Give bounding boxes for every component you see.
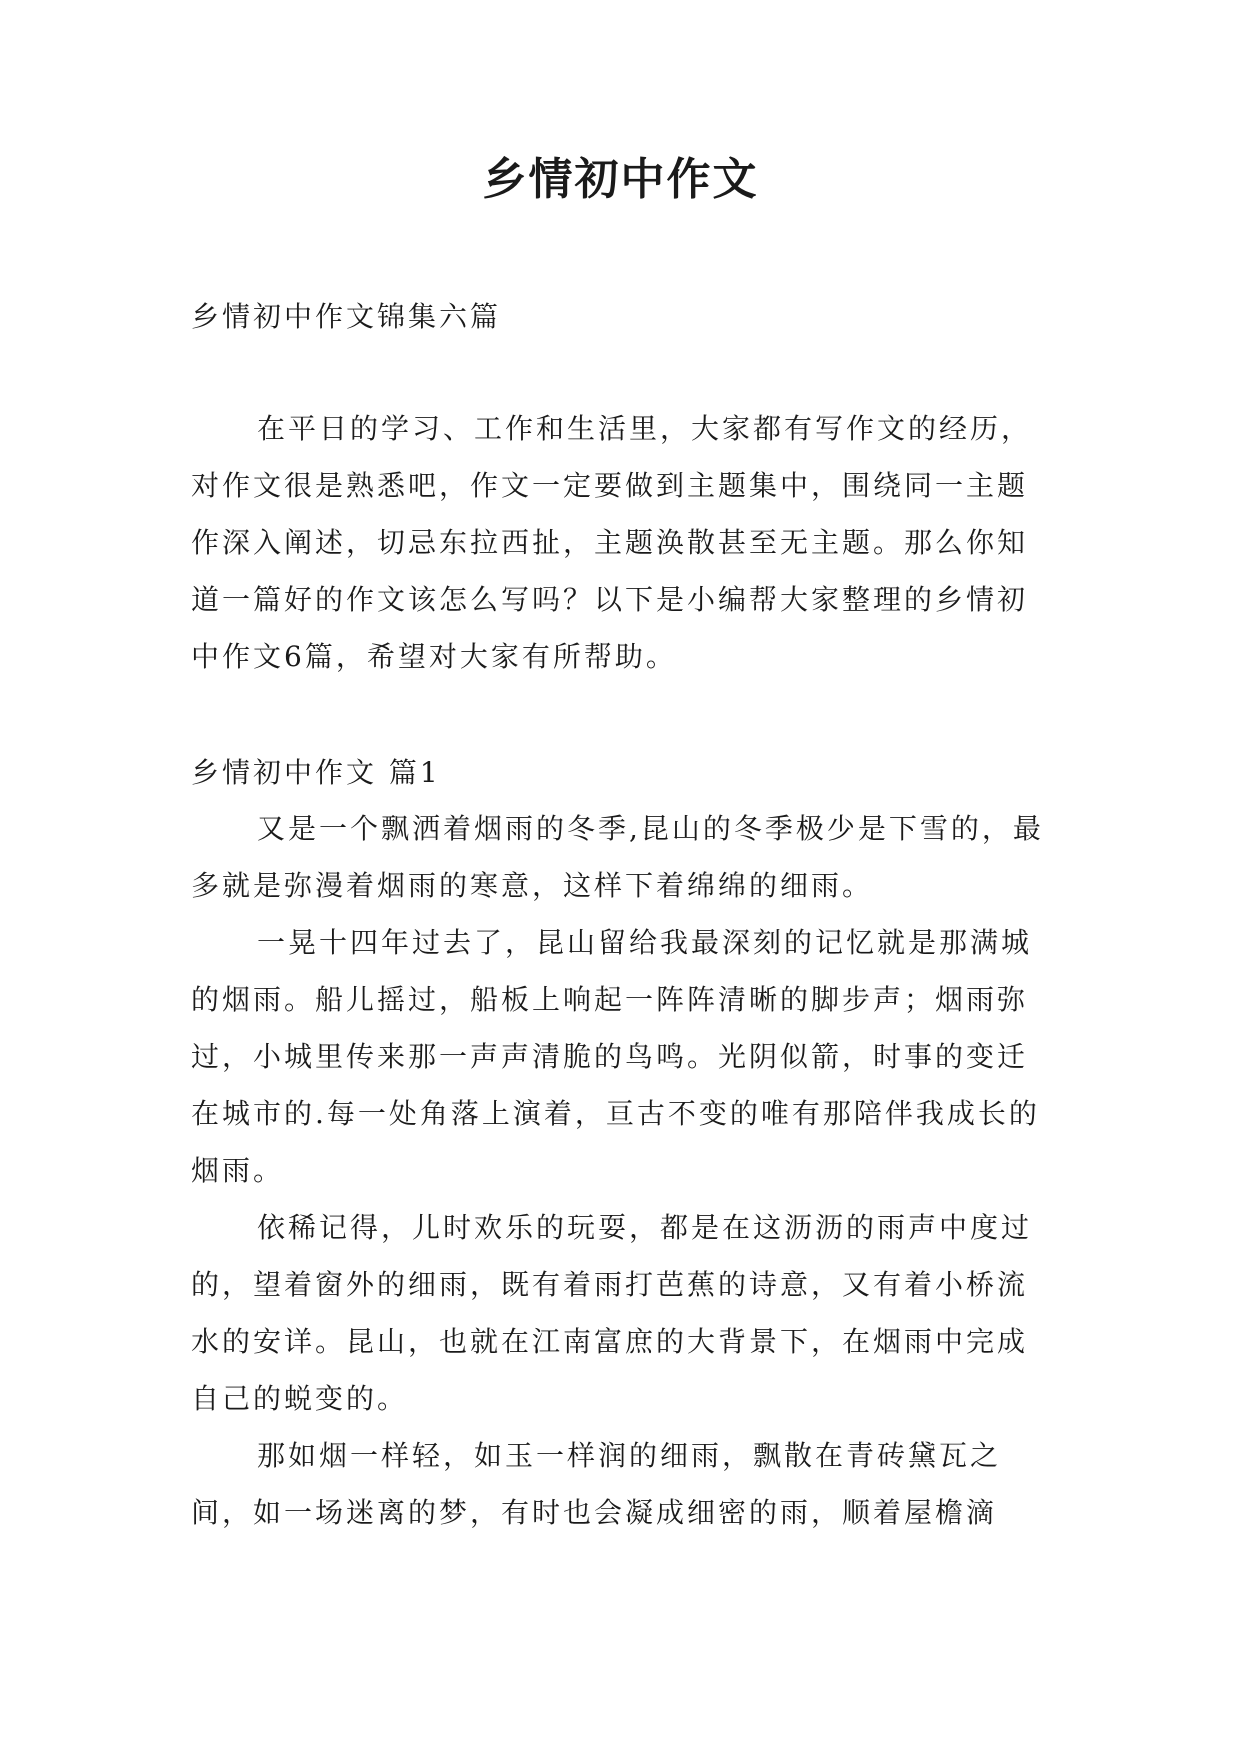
document-title: 乡情初中作文 bbox=[482, 154, 759, 205]
essay-paragraph: 那如烟一样轻，如玉一样润的细雨，飘散在青砖黛瓦之间，如一场迷离的梦，有时也会凝成细密的雨，顺着屋檐滴 bbox=[191, 1439, 1002, 1529]
essay-paragraph: 又是一个飘洒着烟雨的冬季,昆山的冬季极少是下雪的，最多就是弥漫着烟雨的寒意，这样下着绵绵的细雨。 bbox=[191, 812, 1044, 902]
intro-section bbox=[191, 400, 1051, 685]
section-heading: 乡情初中作文 篇1 bbox=[191, 756, 441, 789]
essay-paragraph: 依稀记得，儿时欢乐的玩耍，都是在这沥沥的雨声中度过的，望着窗外的细雨，既有着雨打芭蕉的诗意，又有着小桥流水的安详。昆山，也就在江南富庶的大背景下，在烟雨中完成自己的蜕变的。 bbox=[191, 1211, 1033, 1415]
essay-paragraph: 一晃十四年过去了，昆山留给我最深刻的记忆就是那满城的烟雨。船儿摇过，船板上响起一阵阵清晰的脚步声；烟雨弥过，小城里传来那一声声清脆的鸟鸣。光阴似箭，时事的变迁在城市的.每一处角落上演着，亘古不变的唯有那陪伴我成长的烟雨。 bbox=[191, 926, 1040, 1187]
document-subtitle: 乡情初中作文锦集六篇 bbox=[191, 300, 502, 333]
intro-paragraph: 在平日的学习、工作和生活里，大家都有写作文的经历，对作文很是熟悉吧，作文一定要做到主题集中，围绕同一主题作深入阐述，切忌东拉西扯，主题涣散甚至无主题。那么你知道一篇好的作文该怎么写吗？以下是小编帮大家整理的乡情初中作文6篇，希望对大家有所帮助。 bbox=[191, 412, 1033, 673]
essay-body bbox=[191, 800, 1051, 1541]
